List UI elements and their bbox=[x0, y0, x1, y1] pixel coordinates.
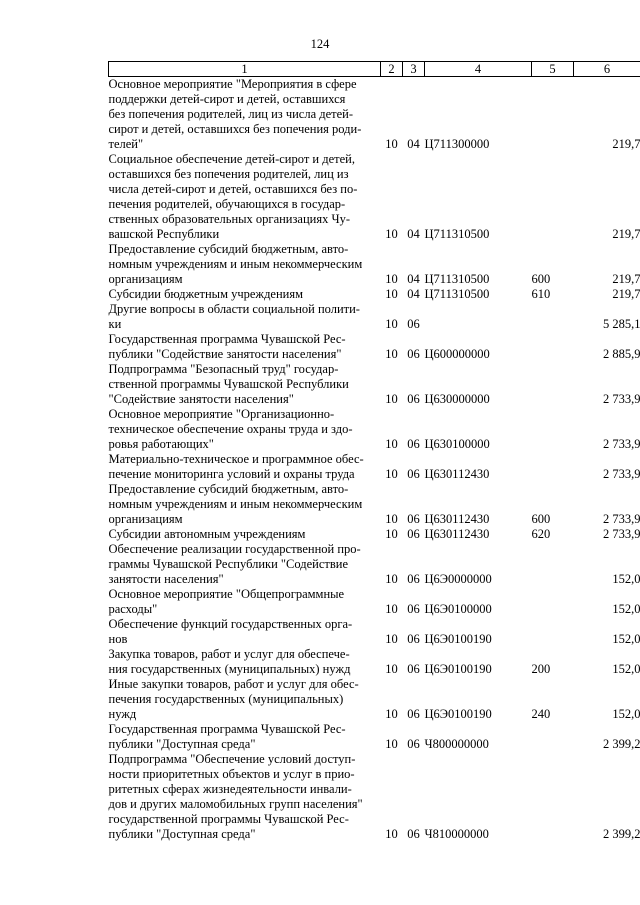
row-expense-type: 610 bbox=[531, 287, 551, 301]
row-subsection: 06 bbox=[407, 827, 420, 841]
row-target-article: Ц711300000 bbox=[424, 137, 490, 151]
row-section: 10 bbox=[385, 512, 398, 526]
row-subsection: 06 bbox=[407, 632, 420, 646]
row-amount: 2 733,9 bbox=[603, 437, 640, 451]
row-target-article: Ц6Э0000000 bbox=[424, 572, 492, 586]
row-subsection: 04 bbox=[407, 287, 420, 301]
row-name bbox=[109, 242, 381, 287]
row-name-line: Обеспечение реализации государственной про- bbox=[108, 542, 361, 556]
row-name bbox=[109, 407, 381, 452]
row-name-line: занятости населения" bbox=[108, 572, 224, 586]
table-row bbox=[109, 362, 640, 407]
row-name-line: Основное мероприятие "Общепрограммные bbox=[108, 587, 345, 601]
row-name bbox=[109, 752, 381, 842]
row-amount: 219,7 bbox=[612, 227, 640, 241]
row-section: 10 bbox=[385, 527, 398, 541]
table-row bbox=[109, 302, 640, 332]
row-name-line: Основное мероприятие "Мероприятия в сфере bbox=[108, 77, 357, 91]
table-row bbox=[109, 722, 640, 752]
row-section: 10 bbox=[385, 137, 398, 151]
row-target-article: Ц6Э0100190 bbox=[424, 662, 492, 676]
row-name bbox=[109, 152, 381, 242]
row-name-line: телей" bbox=[108, 137, 144, 151]
row-amount: 2 399,2 bbox=[603, 827, 640, 841]
row-name bbox=[109, 722, 381, 752]
row-expense-type bbox=[532, 407, 574, 452]
row-expense-type: 600 bbox=[531, 272, 551, 286]
row-name bbox=[109, 77, 381, 153]
row-amount: 219,7 bbox=[612, 272, 640, 286]
row-name-line: ки bbox=[108, 317, 122, 331]
row-name-line: поддержки детей-сирот и детей, оставшихся bbox=[108, 92, 346, 106]
row-section: 10 bbox=[385, 602, 398, 616]
row-section: 10 bbox=[385, 737, 398, 751]
row-subsection: 06 bbox=[407, 527, 420, 541]
row-name-line: расходы" bbox=[108, 602, 158, 616]
row-expense-type bbox=[532, 302, 574, 332]
row-name-line: "Содействие занятости населения" bbox=[108, 392, 294, 406]
header-col-6: 6 bbox=[574, 62, 640, 77]
row-name-line: Основное мероприятие "Организационно- bbox=[108, 407, 335, 421]
row-name-line: Подпрограмма "Обеспечение условий доступ- bbox=[108, 752, 356, 766]
row-target-article: Ц6Э0100190 bbox=[424, 632, 492, 646]
row-name-line: государственной программы Чувашской Рес- bbox=[108, 812, 349, 826]
header-col-3: 3 bbox=[403, 62, 425, 77]
row-name bbox=[109, 647, 381, 677]
header-col-4: 4 bbox=[425, 62, 532, 77]
row-subsection: 06 bbox=[407, 737, 420, 751]
row-subsection: 06 bbox=[407, 602, 420, 616]
row-name-line: ния государственных (муниципальных) нужд bbox=[108, 662, 351, 676]
row-target-article: Ц630112430 bbox=[424, 512, 490, 526]
row-name-line: номным учреждениям и иным некоммерческим bbox=[108, 497, 363, 511]
row-expense-type bbox=[532, 752, 574, 842]
row-name-line: Другие вопросы в области социальной полити- bbox=[108, 302, 360, 316]
row-section: 10 bbox=[385, 572, 398, 586]
row-section: 10 bbox=[385, 317, 398, 331]
row-name bbox=[109, 302, 381, 332]
table-row bbox=[109, 677, 640, 722]
row-name bbox=[109, 587, 381, 617]
row-amount: 2 733,9 bbox=[603, 512, 640, 526]
row-expense-type bbox=[532, 452, 574, 482]
row-section: 10 bbox=[385, 707, 398, 721]
row-subsection: 06 bbox=[407, 392, 420, 406]
row-name-line: Предоставление субсидий бюджетным, авто- bbox=[108, 482, 349, 496]
row-section: 10 bbox=[385, 392, 398, 406]
row-name-line: ственных образовательных организациях Чу- bbox=[108, 212, 351, 226]
row-expense-type: 240 bbox=[531, 707, 551, 721]
budget-table bbox=[108, 61, 640, 842]
table-row bbox=[109, 287, 640, 302]
table-body bbox=[109, 77, 640, 843]
row-name-line: Социальное обеспечение детей-сирот и детей, bbox=[108, 152, 355, 166]
row-name bbox=[109, 332, 381, 362]
row-subsection: 06 bbox=[407, 437, 420, 451]
row-target-article: Ц711310500 bbox=[424, 227, 490, 241]
row-target-article: Ц6Э0100000 bbox=[424, 602, 492, 616]
row-section: 10 bbox=[385, 272, 398, 286]
row-subsection: 06 bbox=[407, 317, 420, 331]
row-name-line: нужд bbox=[108, 707, 137, 721]
row-name-line: без попечения родителей, лиц из числа детей- bbox=[108, 107, 354, 121]
row-amount: 219,7 bbox=[612, 137, 640, 151]
row-name bbox=[109, 287, 381, 302]
table-row bbox=[109, 617, 640, 647]
row-name-line: дов и других маломобильных групп населения" bbox=[108, 797, 363, 811]
row-amount: 2 399,2 bbox=[603, 737, 640, 751]
row-section: 10 bbox=[385, 347, 398, 361]
header-row bbox=[109, 62, 640, 77]
row-name-line: номным учреждениям и иным некоммерческим bbox=[108, 257, 363, 271]
row-name-line: ственной программы Чувашской Республики bbox=[108, 377, 349, 391]
row-name bbox=[109, 617, 381, 647]
row-name-line: граммы Чувашской Республики "Содействие bbox=[108, 557, 349, 571]
row-name-line: Иные закупки товаров, работ и услуг для обес- bbox=[108, 677, 359, 691]
row-subsection: 06 bbox=[407, 707, 420, 721]
row-name-line: Материально-техническое и программное обес- bbox=[108, 452, 364, 466]
table-row bbox=[109, 482, 640, 527]
row-expense-type bbox=[532, 77, 574, 153]
row-name-line: Субсидии автономным учреждениям bbox=[108, 527, 306, 541]
row-expense-type: 200 bbox=[531, 662, 551, 676]
row-target-article: Ц630112430 bbox=[424, 527, 490, 541]
row-section: 10 bbox=[385, 227, 398, 241]
row-name-line: публики "Содействие занятости населения" bbox=[108, 347, 342, 361]
row-name-line: Подпрограмма "Безопасный труд" государ- bbox=[108, 362, 339, 376]
row-name bbox=[109, 482, 381, 527]
row-target-article bbox=[425, 302, 532, 332]
row-name-line: организациям bbox=[108, 272, 183, 286]
row-amount: 152,0 bbox=[612, 572, 640, 586]
row-amount: 2 885,9 bbox=[603, 347, 640, 361]
row-name bbox=[109, 527, 381, 542]
row-amount: 2 733,9 bbox=[603, 392, 640, 406]
row-target-article: Ц711310500 bbox=[424, 287, 490, 301]
row-target-article: Ц630000000 bbox=[424, 392, 490, 406]
row-subsection: 04 bbox=[407, 227, 420, 241]
table-row bbox=[109, 587, 640, 617]
row-amount: 219,7 bbox=[612, 287, 640, 301]
row-expense-type bbox=[532, 587, 574, 617]
row-name-line: ности приоритетных объектов и услуг в прио- bbox=[108, 767, 355, 781]
row-subsection: 06 bbox=[407, 347, 420, 361]
row-target-article: Ц6Э0100190 bbox=[424, 707, 492, 721]
row-name-line: Предоставление субсидий бюджетным, авто- bbox=[108, 242, 349, 256]
table-row bbox=[109, 152, 640, 242]
row-name-line: Закупка товаров, работ и услуг для обеспече- bbox=[108, 647, 350, 661]
row-target-article: Ч800000000 bbox=[424, 737, 489, 751]
header-col-5: 5 bbox=[532, 62, 574, 77]
row-subsection: 06 bbox=[407, 512, 420, 526]
row-section: 10 bbox=[385, 662, 398, 676]
row-target-article: Ц630100000 bbox=[424, 437, 490, 451]
row-expense-type: 620 bbox=[531, 527, 551, 541]
row-amount: 5 285,1 bbox=[603, 317, 640, 331]
row-target-article: Ц630112430 bbox=[424, 467, 490, 481]
row-name-line: числа детей-сирот и детей, оставшихся без по- bbox=[108, 182, 358, 196]
row-section: 10 bbox=[385, 632, 398, 646]
row-name-line: Обеспечение функций государственных орга- bbox=[108, 617, 353, 631]
row-name-line: Государственная программа Чувашской Рес- bbox=[108, 722, 346, 736]
header-col-1: 1 bbox=[109, 62, 381, 77]
header-col-2: 2 bbox=[381, 62, 403, 77]
row-name-line: организациям bbox=[108, 512, 183, 526]
row-name bbox=[109, 362, 381, 407]
row-name-line: вашской Республики bbox=[108, 227, 220, 241]
table-row bbox=[109, 542, 640, 587]
row-section: 10 bbox=[385, 287, 398, 301]
row-amount: 152,0 bbox=[612, 602, 640, 616]
row-amount: 152,0 bbox=[612, 707, 640, 721]
row-amount: 152,0 bbox=[612, 662, 640, 676]
row-target-article: Ч810000000 bbox=[424, 827, 489, 841]
row-name-line: публики "Доступная среда" bbox=[108, 827, 256, 841]
row-target-article: Ц711310500 bbox=[424, 272, 490, 286]
row-subsection: 04 bbox=[407, 137, 420, 151]
row-expense-type bbox=[532, 152, 574, 242]
page-number: 124 bbox=[310, 37, 330, 51]
row-name-line: сирот и детей, оставшихся без попечения роди- bbox=[108, 122, 362, 136]
row-amount: 2 733,9 bbox=[603, 527, 640, 541]
row-section: 10 bbox=[385, 467, 398, 481]
row-subsection: 06 bbox=[407, 572, 420, 586]
table-row bbox=[109, 452, 640, 482]
row-name-line: ровья работающих" bbox=[108, 437, 214, 451]
row-expense-type bbox=[532, 722, 574, 752]
row-subsection: 06 bbox=[407, 662, 420, 676]
table-row bbox=[109, 527, 640, 542]
row-name bbox=[109, 677, 381, 722]
row-name-line: публики "Доступная среда" bbox=[108, 737, 256, 751]
row-name-line: ритетных сферах жизнедеятельности инвали- bbox=[108, 782, 352, 796]
row-expense-type bbox=[532, 362, 574, 407]
row-name bbox=[109, 542, 381, 587]
row-subsection: 06 bbox=[407, 467, 420, 481]
row-expense-type bbox=[532, 617, 574, 647]
row-name-line: печение мониторинга условий и охраны труда bbox=[108, 467, 355, 481]
table-row bbox=[109, 77, 640, 153]
row-expense-type bbox=[532, 332, 574, 362]
table-row bbox=[109, 647, 640, 677]
row-name-line: техническое обеспечение охраны труда и здо- bbox=[108, 422, 353, 436]
row-amount: 2 733,9 bbox=[603, 467, 640, 481]
row-name-line: Государственная программа Чувашской Рес- bbox=[108, 332, 346, 346]
row-subsection: 04 bbox=[407, 272, 420, 286]
table-row bbox=[109, 242, 640, 287]
row-name-line: нов bbox=[108, 632, 128, 646]
row-name-line: печения государственных (муниципальных) bbox=[108, 692, 344, 706]
row-name-line: печения родителей, обучающихся в государ- bbox=[108, 197, 346, 211]
table-row bbox=[109, 332, 640, 362]
row-section: 10 bbox=[385, 437, 398, 451]
row-name bbox=[109, 452, 381, 482]
row-expense-type: 600 bbox=[531, 512, 551, 526]
row-target-article: Ц600000000 bbox=[424, 347, 490, 361]
row-section: 10 bbox=[385, 827, 398, 841]
row-name-line: оставшихся без попечения родителей, лиц из bbox=[108, 167, 349, 181]
table-row bbox=[109, 752, 640, 842]
row-name-line: Субсидии бюджетным учреждениям bbox=[108, 287, 304, 301]
row-amount: 152,0 bbox=[612, 632, 640, 646]
table-row bbox=[109, 407, 640, 452]
row-expense-type bbox=[532, 542, 574, 587]
